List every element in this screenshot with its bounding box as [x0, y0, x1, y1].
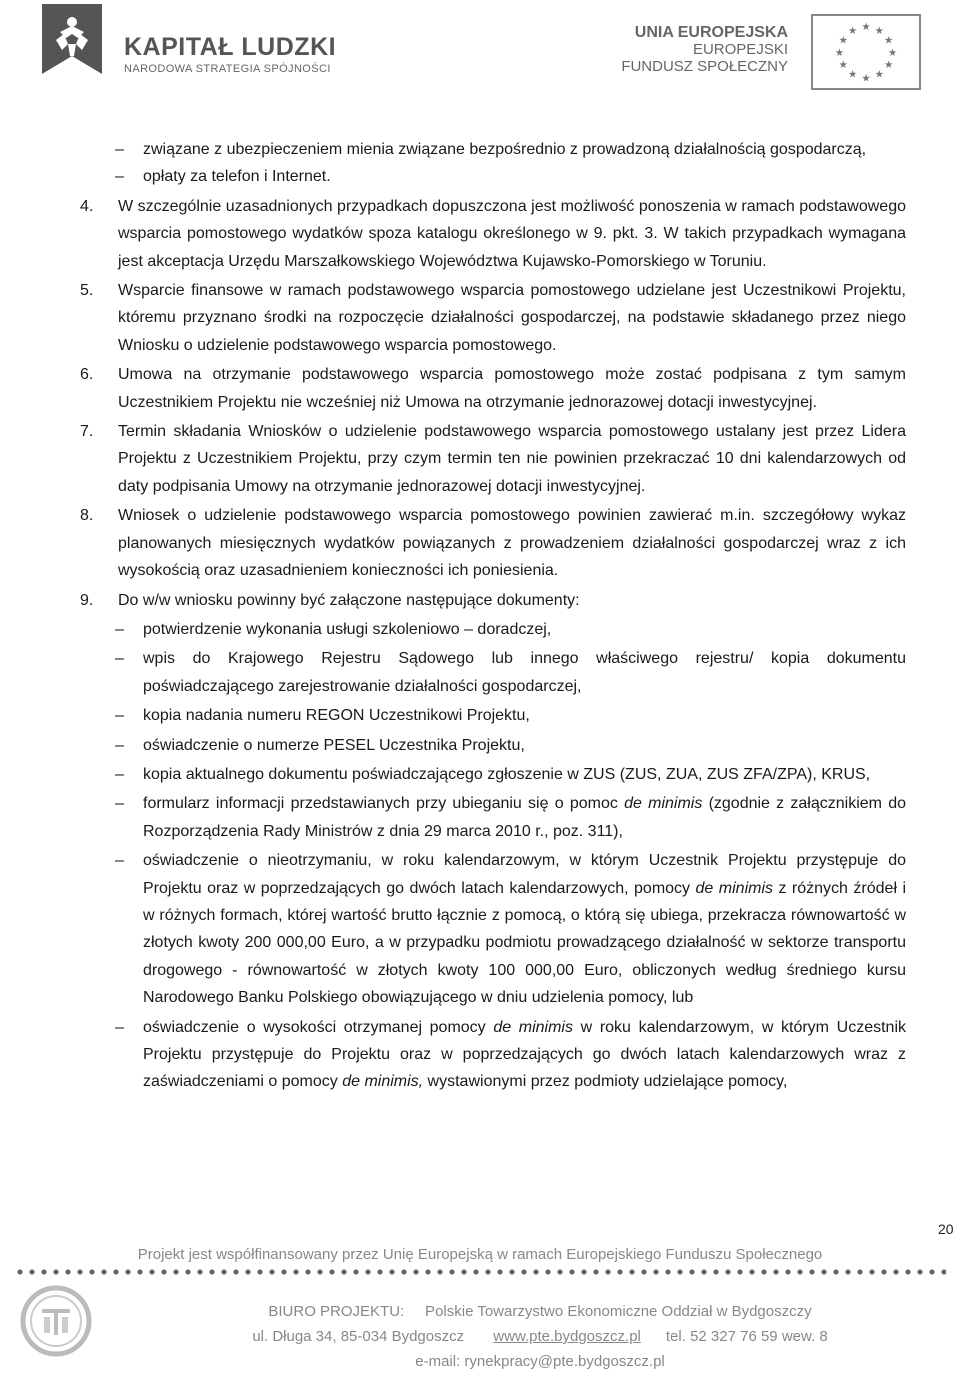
italic-term: de minimis,	[342, 1073, 424, 1091]
item-number: 4.	[80, 197, 94, 215]
project-office: BIURO PROJEKTU: Polskie Towarzystwo Ekonomiczne Oddział w Bydgoszczy	[268, 1303, 812, 1320]
list-item-text: oświadczenie o nieotrzymaniu, w roku kalendarzowym, w którym Uczestnik Projektu przystępuje do Projektu oraz w poprzedzających go dwóch latach kalendarzowych, pomocy	[143, 852, 906, 897]
item-text: Umowa na otrzymanie podstawowego wsparcia pomostowego może zostać podpisana z tym samym Uczestnikiem Projektu nie wcześniej niż Umowa na otrzymanie jednorazowej dotacji inwestycyjnej.	[118, 366, 906, 411]
pte-logo-icon	[20, 1285, 92, 1357]
svg-text:★: ★	[874, 68, 884, 81]
contact-line	[180, 1324, 900, 1349]
item-number: 8.	[80, 507, 94, 525]
list-item-text: potwierdzenie wykonania usługi szkoleniowo – doradczej,	[143, 620, 552, 638]
page-number: 20	[938, 1221, 954, 1237]
item-text: Termin składania Wniosków o udzielenie podstawowego wsparcia pomostowego ustalany jest przez Lidera Projektu z Uczestnikiem Projektu, przy czym termin ten nie powinien przekraczać 10 dni kalendarzowych od daty podpisania Umowy na otrzymanie jednorazowej dotacji inwestycyjnej.	[118, 423, 906, 495]
item-number: 5.	[80, 282, 94, 300]
email: e-mail: rynekpracy@pte.bydgoszcz.pl	[415, 1353, 665, 1370]
italic-term: de minimis	[695, 879, 774, 897]
eu-flag-icon	[811, 14, 921, 90]
kapital-ludzki-title: KAPITAŁ LUDZKI	[124, 33, 337, 61]
svg-text:★: ★	[834, 46, 845, 59]
list-item-text: kopia aktualnego dokumentu poświadczającego zgłoszenie w ZUS (ZUS, ZUA, ZUS ZFA/ZPA), KRUS,	[143, 765, 871, 783]
item-number: 9.	[80, 591, 94, 609]
list-item	[80, 847, 906, 1011]
list-item	[80, 163, 906, 190]
item-text: Wniosek o udzielenie podstawowego wsparcia pomostowego powinien zawierać m.in. szczegółowy wykaz planowanych miesięcznych wydatków powiązanych z prowadzeniem działalności gospodarczej wraz z ich wysokością oraz uzasadnieniem konieczności ich poniesienia.	[118, 507, 906, 580]
list-item	[80, 790, 906, 845]
item-number: 7.	[80, 423, 94, 441]
dotted-divider	[14, 1268, 946, 1276]
item-text: Wsparcie finansowe w ramach podstawowego wsparcia pomostowego udzielane jest Uczestnikowi Projektu, któremu przyznano środki na rozpoczęcie działalności gospodarczej, na podstawie składanego przez niego Wniosku o udzielenie podstawowego wsparcia pomostowego.	[118, 282, 906, 354]
cofinancing-note: Projekt jest współfinansowany przez Unię Europejską w ramach Europejskiego Funduszu Społecznego	[137, 1246, 823, 1263]
svg-text:★: ★	[887, 46, 898, 59]
italic-term: de minimis	[624, 795, 703, 813]
numbered-item	[80, 361, 906, 416]
svg-text:★: ★	[848, 68, 858, 81]
svg-text:★: ★	[884, 34, 894, 47]
item-text: Do w/w wniosku powinny być załączone następujące dokumenty:	[118, 591, 580, 609]
address: ul. Długa 34, 85-034 Bydgoszcz	[252, 1328, 465, 1345]
numbered-item	[80, 193, 906, 275]
eu-fund-text	[621, 24, 788, 75]
list-item-text: wpis do Krajowego Rejestru Sądowego lub innego właściwego rejestru/ kopia dokumentu poświadczającego zarejestrowanie działalności gospodarczej,	[143, 650, 906, 695]
item-number: 6.	[80, 366, 94, 384]
list-item-text: związane z ubezpieczeniem mienia związane bezpośrednio z prowadzoną działalnością gospodarczą,	[143, 141, 867, 158]
list-item	[80, 732, 906, 759]
list-item	[80, 645, 906, 700]
numbered-item	[80, 587, 906, 614]
svg-text:★: ★	[861, 72, 871, 85]
list-item	[80, 761, 906, 788]
svg-text:★: ★	[884, 59, 894, 72]
list-item-text: oświadczenie o wysokości otrzymanej pomocy	[143, 1018, 494, 1036]
list-item-text: w roku kalendarzowym, w którym Uczestnik Projektu przystępuje do Projektu oraz w poprzedzających go dwóch latach kalendarzowych wraz z zaświadczeniami o pomocy	[143, 1018, 907, 1091]
list-item-text: opłaty za telefon i Internet.	[143, 168, 331, 186]
svg-text:★: ★	[838, 59, 848, 72]
footer	[180, 1299, 900, 1374]
eu-line-2: EUROPEJSKI	[692, 41, 788, 58]
phone: tel. 52 327 76 59 wew. 8	[665, 1328, 828, 1345]
website-link[interactable]: www.pte.bydgoszcz.pl	[493, 1328, 641, 1345]
document-body	[80, 136, 906, 1096]
list-item	[80, 702, 906, 729]
svg-text:★: ★	[838, 34, 848, 47]
list-item-text: z różnych źródeł i w różnych formach, której wartość brutto łącznie z pomocą, o którą się ubiega, przekracza równowartość w złotych kwoty 200 000,00 Euro, a w przypadku podmiotu prowadzącego działalność w sektorze transportu drogowego - równowartość w złotych kwoty 100 000,00 Euro, obliczonych według średniego kursu Narodowego Banku Polskiego obowiązującego w dniu udzielenia pomocy, lub	[143, 879, 907, 1007]
svg-text:★: ★	[861, 21, 871, 34]
eu-line-1: UNIA EUROPEJSKA	[634, 24, 788, 41]
list-item	[80, 616, 906, 643]
list-item-text: (zgodnie z załącznikiem do Rozporządzenia Rady Ministrów z dnia 29 marca 2010 r., poz. 311),	[143, 795, 907, 840]
list-item-text: wystawionymi przez podmioty udzielające pomocy,	[423, 1073, 788, 1091]
numbered-item	[80, 418, 906, 500]
list-item-text: formularz informacji przedstawianych przy ubieganiu się o pomoc	[143, 795, 625, 813]
list-item-text: kopia nadania numeru REGON Uczestnikowi Projektu,	[143, 707, 530, 725]
page-header	[0, 0, 960, 100]
eu-line-3: FUNDUSZ SPOŁECZNY	[621, 58, 788, 75]
numbered-item	[80, 277, 906, 359]
numbered-item	[80, 502, 906, 584]
svg-text:★: ★	[848, 25, 858, 37]
kapital-ludzki-logo-icon	[42, 4, 102, 74]
item-text: W szczególnie uzasadnionych przypadkach dopuszczona jest możliwość ponoszenia w ramach podstawowego wsparcia pomostowego wydatków spoza katalogu określonego w 9. pkt. 3. W takich przypadkach wymagana jest akceptacja Urzędu Marszałkowskiego Województwa Kujawsko-Pomorskiego w Toruniu.	[118, 197, 906, 270]
list-item-text: oświadczenie o numerze PESEL Uczestnika Projektu,	[143, 736, 525, 754]
list-item	[80, 1014, 906, 1096]
svg-text:★: ★	[874, 25, 884, 37]
italic-term: de minimis	[493, 1018, 573, 1036]
list-item	[80, 136, 906, 163]
kapital-ludzki-subtitle: NARODOWA STRATEGIA SPÓJNOŚCI	[124, 63, 331, 75]
